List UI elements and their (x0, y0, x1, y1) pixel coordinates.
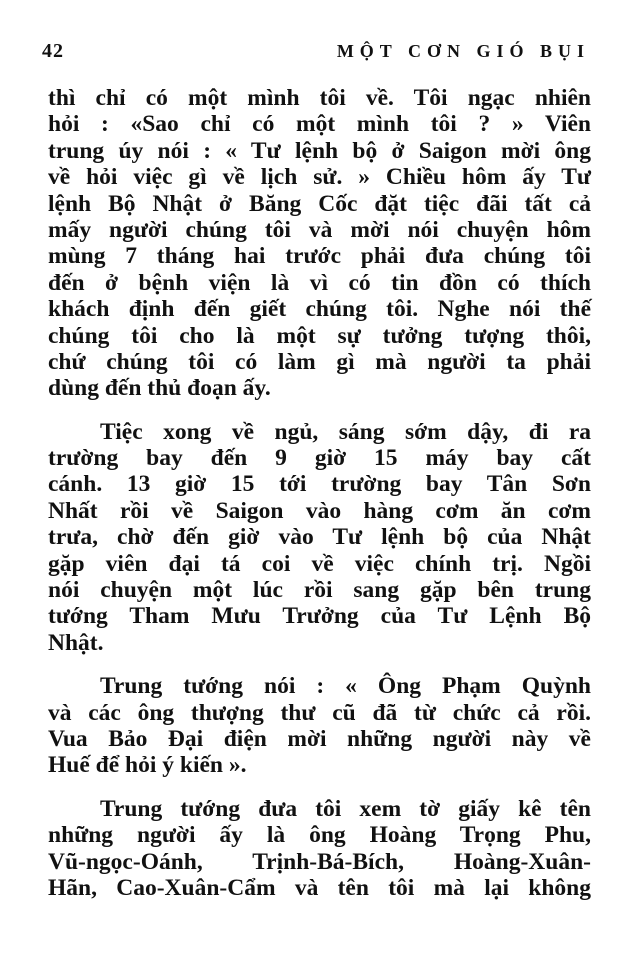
page-number: 42 (42, 40, 64, 62)
paragraph-gap (48, 402, 591, 419)
text-line: Vua Bảo Đại điện mời những người này về (48, 725, 591, 752)
paragraph (48, 85, 591, 402)
paragraph-gap (48, 656, 591, 673)
text-line: đến ở bệnh viện là vì có tin đồn có thích (48, 269, 591, 296)
text-line: trung úy nói : « Tư lệnh bộ ở Saigon mời ông (48, 137, 591, 164)
text-line: Nhật. (48, 629, 104, 656)
paragraph-gap (48, 779, 591, 796)
text-line: Trung tướng đưa tôi xem tờ giấy kê tên (100, 795, 591, 822)
text-line: hỏi : «Sao chỉ có một mình tôi ? » Viên (48, 111, 591, 138)
text-line: Trung tướng nói : « Ông Phạm Quỳnh (100, 673, 591, 700)
text-line: trường bay đến 9 giờ 15 máy bay cất (48, 445, 591, 472)
text-line: mấy người chúng tôi và mời nói chuyện hôm (48, 216, 591, 243)
text-line: khách định đến giết chúng tôi. Nghe nói thế (48, 296, 591, 323)
text-line: gặp viên đại tá coi về việc chính trị. Ngồi (48, 550, 591, 577)
text-line: nói chuyện một lúc rồi sang gặp bên trung (48, 577, 591, 604)
paragraph (48, 796, 591, 902)
running-title: MỘT CƠN GIÓ BỤI (336, 41, 590, 61)
text-line: chúng tôi cho là một sự tưởng tượng thôi, (48, 322, 591, 349)
text-line: những người ấy là ông Hoàng Trọng Phu, (48, 822, 591, 849)
text-line: chứ chúng tôi có làm gì mà người ta phải (48, 348, 591, 375)
text-line: thì chỉ có một mình tôi về. Tôi ngạc nhiên (48, 85, 591, 111)
text-line: về hỏi việc gì về lịch sử. » Chiều hôm ấy Tư (48, 164, 591, 191)
text-line: Vũ-ngọc-Oánh, Trịnh-Bá-Bích, Hoàng-Xuân- (48, 848, 591, 875)
text-line: Huế để hỏi ý kiến ». (48, 752, 247, 779)
text-line: Hãn, Cao-Xuân-Cẩm và tên tôi mà lại không (48, 874, 591, 901)
paragraph (48, 673, 591, 779)
body-text (48, 85, 591, 901)
text-line: dùng đến thủ đoạn ấy. (48, 375, 271, 402)
page-header (42, 40, 590, 74)
text-line: lệnh Bộ Nhật ở Băng Cốc đặt tiệc đãi tất cả (48, 190, 591, 217)
paragraph (48, 419, 591, 657)
text-line: trưa, chờ đến giờ vào Tư lệnh bộ của Nhật (48, 524, 591, 551)
text-line: Nhất rồi về Saigon vào hàng cơm ăn cơm (48, 497, 591, 524)
text-line: cánh. 13 giờ 15 tới trường bay Tân Sơn (48, 471, 591, 498)
text-line: và các ông thượng thư cũ đã từ chức cả rồi. (48, 699, 591, 726)
text-line: tướng Tham Mưu Trưởng của Tư Lệnh Bộ (48, 603, 591, 630)
text-line: mùng 7 tháng hai trước phải đưa chúng tôi (48, 243, 591, 270)
text-line: Tiệc xong về ngủ, sáng sớm dậy, đi ra (100, 418, 591, 445)
